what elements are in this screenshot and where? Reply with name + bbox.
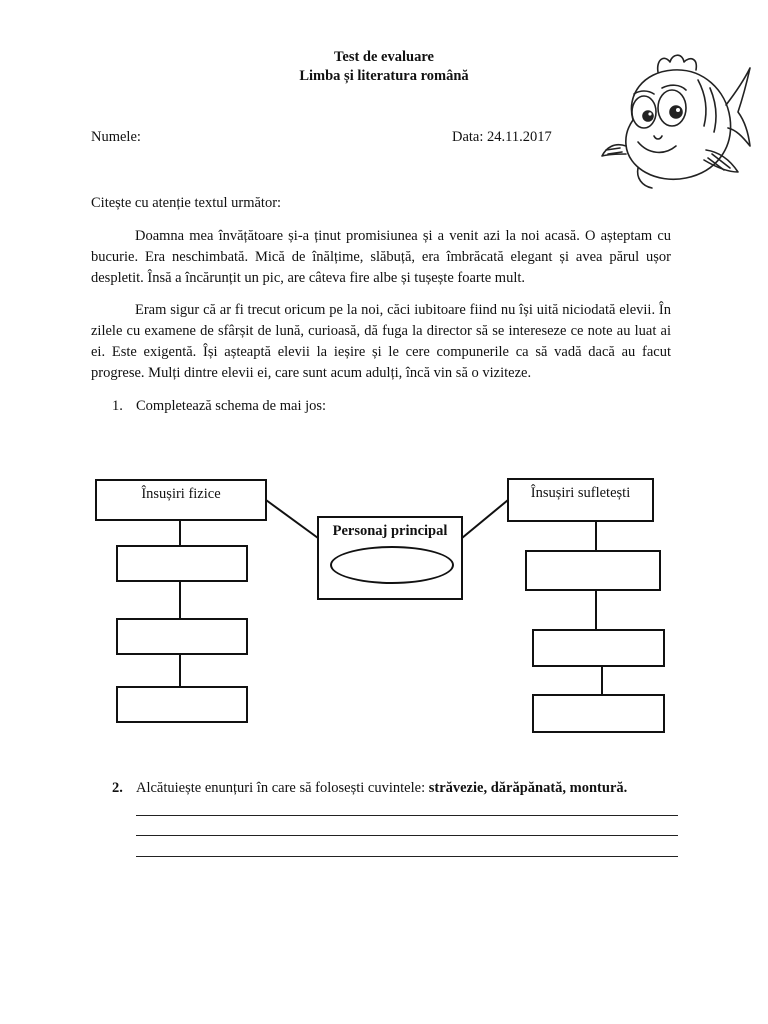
exercise-2-prompt: Alcătuiește enunțuri în care să folosești cuvintele:: [136, 780, 429, 796]
exercise-1-prompt: Completează schema de mai jos:: [136, 398, 327, 414]
exercise-2-number: 2.: [112, 780, 123, 796]
text-paragraph-1: Doamna mea învățătoare și-a ținut promisiunea și a venit azi la noi acasă. O așteptam cu bucurie. Era neschimbată. Mică de înălțime, slăbuță, era îmbrăcată elegant și avea părul ușor despletit. Însă a încărunțit un pic, are câteva fire albe și tușește foarte mult.: [91, 228, 671, 286]
answer-line-1[interactable]: [136, 815, 678, 816]
soul-trait-answer-box-1[interactable]: [525, 550, 661, 591]
text-paragraph-2: Eram sigur că ar fi trecut oricum pe la noi, căci iubitoare fiind nu își uită niciodată elevii. În zilele cu examene de sfârșit de lună, curioasă, dă fuga la director să se intereseze ce note au luat ai ei. Este exigentă. Își așteaptă elevii la ieșire și le cere compunerile ca să vadă dacă au facut progrese. Mulți dintre elevii ei, care sunt acum adulți, încă vin să o viziteze.: [91, 302, 671, 381]
main-character-box: [317, 516, 463, 600]
physical-trait-answer-box-2[interactable]: [116, 618, 248, 655]
soul-trait-answer-box-2[interactable]: [532, 629, 665, 667]
page-subtitle: Limba și literatura română: [299, 68, 469, 84]
soul-traits-box: [507, 478, 654, 522]
reading-instruction: Citește cu atenție textul următor:: [91, 195, 282, 211]
physical-trait-answer-box-3[interactable]: [116, 686, 248, 723]
page-title: Test de evaluare: [334, 49, 434, 65]
exercise-2-prompt-line: [136, 780, 627, 797]
name-field-label: Numele:: [91, 129, 141, 145]
soul-trait-answer-box-3[interactable]: [532, 694, 665, 733]
main-character-answer-oval[interactable]: [330, 546, 454, 584]
connector-left-center: [266, 500, 318, 538]
connector-right-center: [462, 500, 508, 538]
physical-traits-label: Însușiri fizice: [141, 486, 221, 502]
exercise-1-number: 1.: [112, 398, 123, 414]
exercise-2-words: străvezie, dărăpănată, montură.: [428, 780, 628, 796]
main-character-label: Personaj principal: [332, 523, 448, 539]
physical-trait-answer-box-1[interactable]: [116, 545, 248, 582]
answer-line-3[interactable]: [136, 856, 678, 857]
soul-traits-label: Însușiri sufletești: [530, 485, 631, 501]
answer-line-2[interactable]: [136, 835, 678, 836]
date-label: Data: 24.11.2017: [452, 129, 552, 145]
physical-traits-box: [95, 479, 267, 521]
